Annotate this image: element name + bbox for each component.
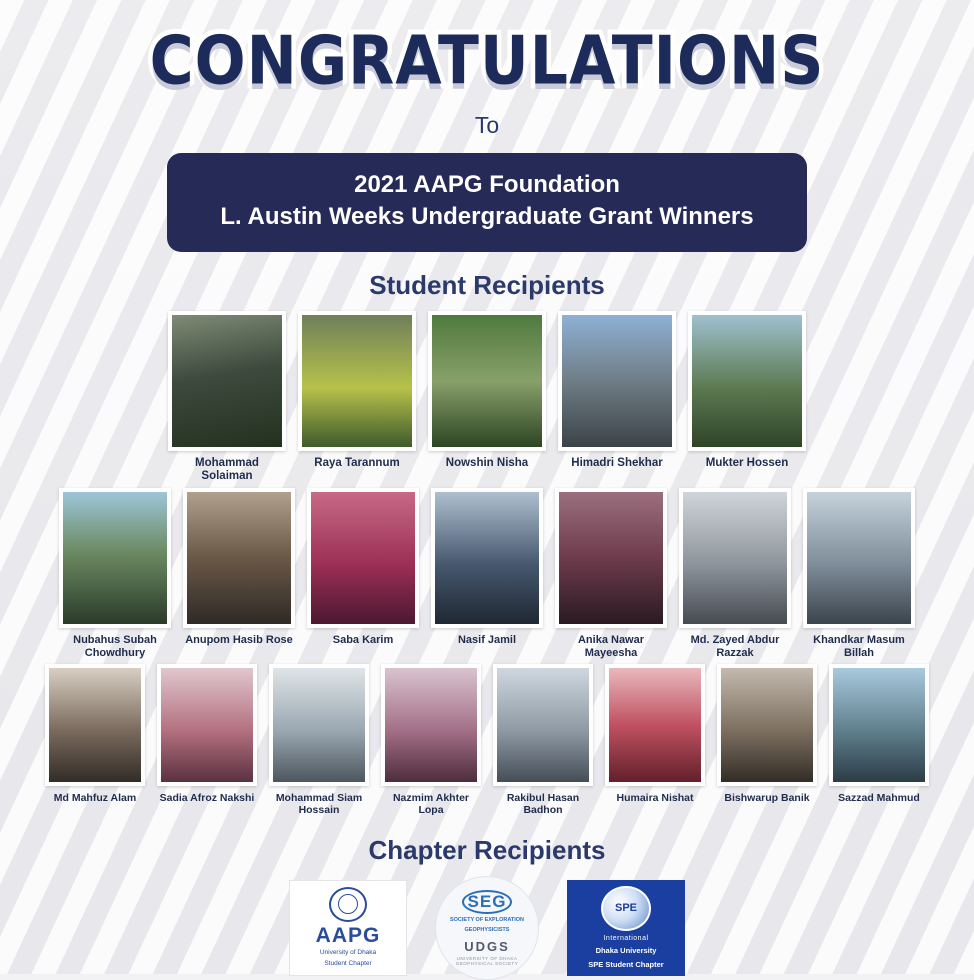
student-photo xyxy=(311,492,415,624)
student-card xyxy=(307,488,419,647)
student-card xyxy=(157,664,257,804)
student-name: Nasif Jamil xyxy=(457,633,517,646)
spe-subtitle-1: Dhaka University xyxy=(595,946,657,956)
title-line-1: 2021 AAPG Foundation xyxy=(354,171,620,198)
seg-wordmark: SEG xyxy=(467,892,507,912)
student-photo xyxy=(187,492,291,624)
student-name: Bishwarup Banik xyxy=(724,791,810,804)
student-name: Md Mahfuz Alam xyxy=(53,791,137,804)
aapg-seal-icon xyxy=(329,887,367,922)
student-name: Nazmim Akhter Lopa xyxy=(392,791,470,817)
student-name: Khandkar Masum Billah xyxy=(813,633,905,659)
student-card xyxy=(269,664,369,817)
udgs-acronym: UDGS xyxy=(464,938,510,954)
seg-ellipse-icon xyxy=(462,890,512,914)
student-name: Raya Tarannum xyxy=(314,456,400,469)
student-card xyxy=(829,664,929,804)
student-name: Md. Zayed Abdur Razzak xyxy=(690,633,780,659)
student-card xyxy=(168,311,286,484)
student-photo xyxy=(497,668,589,782)
student-recipients-heading: Student Recipients xyxy=(369,269,605,300)
student-photo xyxy=(435,492,539,624)
student-card xyxy=(558,311,676,471)
student-photo xyxy=(721,668,813,782)
student-card xyxy=(431,488,543,647)
student-photo-frame xyxy=(298,311,416,451)
student-photo-frame xyxy=(493,664,593,786)
student-photo xyxy=(49,668,141,782)
aapg-wordmark: AAPG xyxy=(315,923,381,947)
student-photo xyxy=(302,315,412,447)
student-photo-frame xyxy=(555,488,667,628)
student-card xyxy=(183,488,295,647)
chapter-recipients-heading: Chapter Recipients xyxy=(368,834,606,865)
student-photo-frame xyxy=(605,664,705,786)
seg-subtitle-2: GEOPHYSICISTS xyxy=(464,927,510,934)
student-photo-frame xyxy=(59,488,171,628)
student-name: Nubahus Subah Chowdhury xyxy=(73,633,157,659)
student-name: Nowshin Nisha xyxy=(445,456,529,469)
student-name: Saba Karim xyxy=(332,633,394,646)
student-name: Anika Nawar Mayeesha xyxy=(577,633,645,659)
headline-container xyxy=(0,0,974,101)
student-photo xyxy=(172,315,282,447)
student-photo xyxy=(807,492,911,624)
student-photo xyxy=(833,668,925,782)
spe-international-label: International xyxy=(603,935,649,943)
student-name: Mohammad Siam Hossain xyxy=(275,791,363,817)
student-photo xyxy=(63,492,167,624)
student-photo-frame xyxy=(431,488,543,628)
student-name: Sazzad Mahmud xyxy=(838,791,920,804)
student-photo xyxy=(385,668,477,782)
aapg-subtitle-1: University of Dhaka xyxy=(319,948,377,956)
student-card xyxy=(605,664,705,804)
chapter-logo-aapg xyxy=(289,880,407,976)
student-card xyxy=(428,311,546,471)
title-banner xyxy=(167,153,807,252)
student-card xyxy=(555,488,667,660)
student-photo xyxy=(161,668,253,782)
student-photo xyxy=(273,668,365,782)
seg-subtitle-1: SOCIETY OF EXPLORATION xyxy=(449,916,525,923)
student-name: Mohammad Solaiman xyxy=(195,456,259,483)
student-card xyxy=(298,311,416,471)
student-name: Anupom Hasib Rose xyxy=(185,633,293,646)
student-photo xyxy=(562,315,672,447)
student-card xyxy=(688,311,806,471)
student-photo xyxy=(559,492,663,624)
student-card xyxy=(45,664,145,804)
student-photo-frame xyxy=(381,664,481,786)
student-photo-frame xyxy=(269,664,369,786)
chapter-logo-spe xyxy=(567,880,685,976)
student-photo xyxy=(609,668,701,782)
page-title: CONGRATULATIONS xyxy=(149,21,825,101)
student-photo xyxy=(683,492,787,624)
student-photo-frame xyxy=(829,664,929,786)
spe-wordmark: SPE xyxy=(614,902,637,915)
student-photo-frame xyxy=(45,664,145,786)
aapg-subtitle-2: Student Chapter xyxy=(324,960,372,968)
udgs-acronym-sub: UNIVERSITY OF DHAKA GEOPHYSICAL SOCIETY xyxy=(455,955,519,966)
student-card xyxy=(803,488,915,660)
student-photo-frame xyxy=(558,311,676,451)
student-card xyxy=(493,664,593,817)
student-photo-frame xyxy=(183,488,295,628)
student-photo xyxy=(692,315,802,447)
student-name: Humaira Nishat xyxy=(616,791,694,804)
student-photo-frame xyxy=(717,664,817,786)
student-row-2 xyxy=(0,488,974,660)
student-photo-frame xyxy=(157,664,257,786)
student-photo-frame xyxy=(428,311,546,451)
chapter-logos xyxy=(0,876,974,980)
student-photo-frame xyxy=(688,311,806,451)
to-label: To xyxy=(474,112,500,138)
title-line-2: L. Austin Weeks Undergraduate Grant Winners xyxy=(220,203,754,231)
student-row-1 xyxy=(0,311,974,484)
student-name: Himadri Shekhar xyxy=(571,456,663,469)
student-photo-frame xyxy=(803,488,915,628)
student-photo xyxy=(432,315,542,447)
student-row-3 xyxy=(0,664,974,817)
student-name: Rakibul Hasan Badhon xyxy=(506,791,580,817)
spe-subtitle-2: SPE Student Chapter xyxy=(588,959,664,969)
student-photo-frame xyxy=(168,311,286,451)
student-name: Mukter Hossen xyxy=(705,456,789,469)
student-card xyxy=(59,488,171,660)
chapter-logo-seg xyxy=(435,876,539,980)
student-card xyxy=(679,488,791,660)
spe-globe-icon xyxy=(601,886,651,932)
student-card xyxy=(717,664,817,804)
student-photo-frame xyxy=(307,488,419,628)
student-name: Sadia Afroz Nakshi xyxy=(159,791,255,804)
student-card xyxy=(381,664,481,817)
student-photo-frame xyxy=(679,488,791,628)
